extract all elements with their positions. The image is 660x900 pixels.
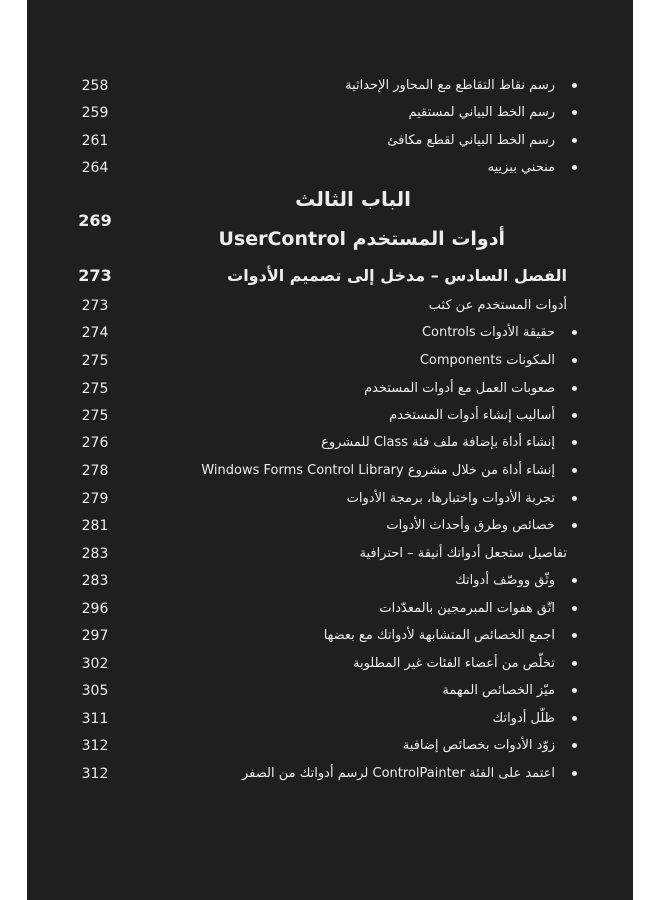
section-heading [27, 541, 633, 567]
toc-entry [27, 678, 633, 704]
toc-entry [27, 706, 633, 732]
page-number: 296 [81, 601, 109, 617]
part-title: الباب الثالث [295, 187, 411, 211]
entry-title: إنشاء أداة بإضافة ملف فئة Class للمشروع [321, 435, 555, 450]
bullet-icon [572, 330, 577, 335]
toc-entry [27, 568, 633, 594]
entry-title: المكونات Components [419, 353, 555, 368]
section-title: تفاصيل ستجعل أدواتك أنيقة – احترافية [359, 546, 567, 561]
toc-entry [27, 348, 633, 374]
entry-title: صعوبات العمل مع أدوات المستخدم [364, 381, 555, 396]
entry-title: رسم نقاط التقاطع مع المحاور الإحداثية [345, 78, 555, 93]
page-number: 259 [81, 105, 109, 121]
bullet-icon [572, 661, 577, 666]
entry-title: منحني بيزييه [487, 160, 555, 175]
entry-title: تجربة الأدوات واختبارها، برمجة الأدوات [346, 491, 555, 506]
page-number: 275 [81, 381, 109, 397]
bullet-icon [572, 440, 577, 445]
page-number: 312 [81, 766, 109, 782]
bullet-icon [572, 165, 577, 170]
bullet-icon [572, 138, 577, 143]
entry-title: خصائص وطرق وأحداث الأدوات [386, 518, 555, 533]
page-number: 258 [81, 78, 109, 94]
toc-entry [27, 128, 633, 154]
bullet-icon [572, 83, 577, 88]
page-number: 276 [81, 435, 109, 451]
bullet-icon [572, 468, 577, 473]
toc-entry [27, 430, 633, 456]
toc-entry [27, 73, 633, 99]
entry-title: اعتمد على الفئة ControlPainter لرسم أدواتك من الصفر [241, 766, 555, 781]
entry-title: ظلّل أدواتك [492, 711, 555, 726]
entry-title: رسم الخط البياني لقطع مكافئ [387, 133, 555, 148]
chapter-title: الفصل السادس – مدخل إلى تصميم الأدوات [227, 266, 567, 285]
bullet-icon [572, 386, 577, 391]
page-number: 279 [81, 491, 109, 507]
page-number: 305 [81, 683, 109, 699]
page-number: 273 [81, 298, 109, 314]
toc-entry [27, 513, 633, 539]
chapter-page-number: 273 [78, 266, 112, 285]
entry-title: اجمع الخصائص المتشابهة لأدواتك مع بعضها [323, 628, 555, 643]
page-number: 312 [81, 738, 109, 754]
toc-entry [27, 651, 633, 677]
part-page-number: 269 [78, 211, 112, 230]
section-heading [27, 293, 633, 319]
entry-title: إنشاء أداة من خلال مشروع Windows Forms Control Library [201, 463, 555, 478]
page-number: 264 [81, 160, 109, 176]
bullet-icon [572, 413, 577, 418]
part-subtitle: أدوات المستخدم UserControl [218, 228, 505, 250]
bullet-icon [572, 358, 577, 363]
bullet-icon [572, 110, 577, 115]
entry-title: اتّق هفوات المبرمجين بالمعدّدات [379, 601, 555, 616]
page-number: 283 [81, 546, 109, 562]
bullet-icon [572, 716, 577, 721]
toc-entry [27, 155, 633, 181]
page-number: 275 [81, 353, 109, 369]
entry-title: ميّز الخصائص المهمة [442, 683, 555, 698]
toc-entry [27, 761, 633, 787]
toc-entry [27, 486, 633, 512]
page-number: 302 [81, 656, 109, 672]
bullet-icon [572, 523, 577, 528]
toc-entry [27, 623, 633, 649]
chapter-heading [27, 263, 633, 289]
page-number: 274 [81, 325, 109, 341]
entry-title: وثّق ووصّف أدواتك [455, 573, 555, 588]
entry-title: رسم الخط البياني لمستقيم [408, 105, 555, 120]
toc-entry [27, 733, 633, 759]
page-number: 261 [81, 133, 109, 149]
bullet-icon [572, 771, 577, 776]
entry-title: حقيقة الأدوات Controls [421, 325, 555, 340]
page-number: 278 [81, 463, 109, 479]
bullet-icon [572, 688, 577, 693]
page-number: 281 [81, 518, 109, 534]
page-number: 297 [81, 628, 109, 644]
toc-entry [27, 458, 633, 484]
entry-title: تخلّص من أعضاء الفئات غير المطلوبة [352, 656, 555, 671]
page-number: 311 [81, 711, 109, 727]
bullet-icon [572, 743, 577, 748]
bullet-icon [572, 496, 577, 501]
toc-entry [27, 596, 633, 622]
page-number: 283 [81, 573, 109, 589]
bullet-icon [572, 578, 577, 583]
bullet-icon [572, 606, 577, 611]
toc-entry [27, 403, 633, 429]
toc-entry [27, 100, 633, 126]
section-title: أدوات المستخدم عن كثب [428, 298, 567, 313]
page-number: 275 [81, 408, 109, 424]
toc-entry [27, 376, 633, 402]
entry-title: أساليب إنشاء أدوات المستخدم [389, 408, 555, 423]
toc-page [27, 0, 633, 900]
toc-entry [27, 320, 633, 346]
entry-title: زوّد الأدوات بخصائص إضافية [402, 738, 555, 753]
bullet-icon [572, 633, 577, 638]
